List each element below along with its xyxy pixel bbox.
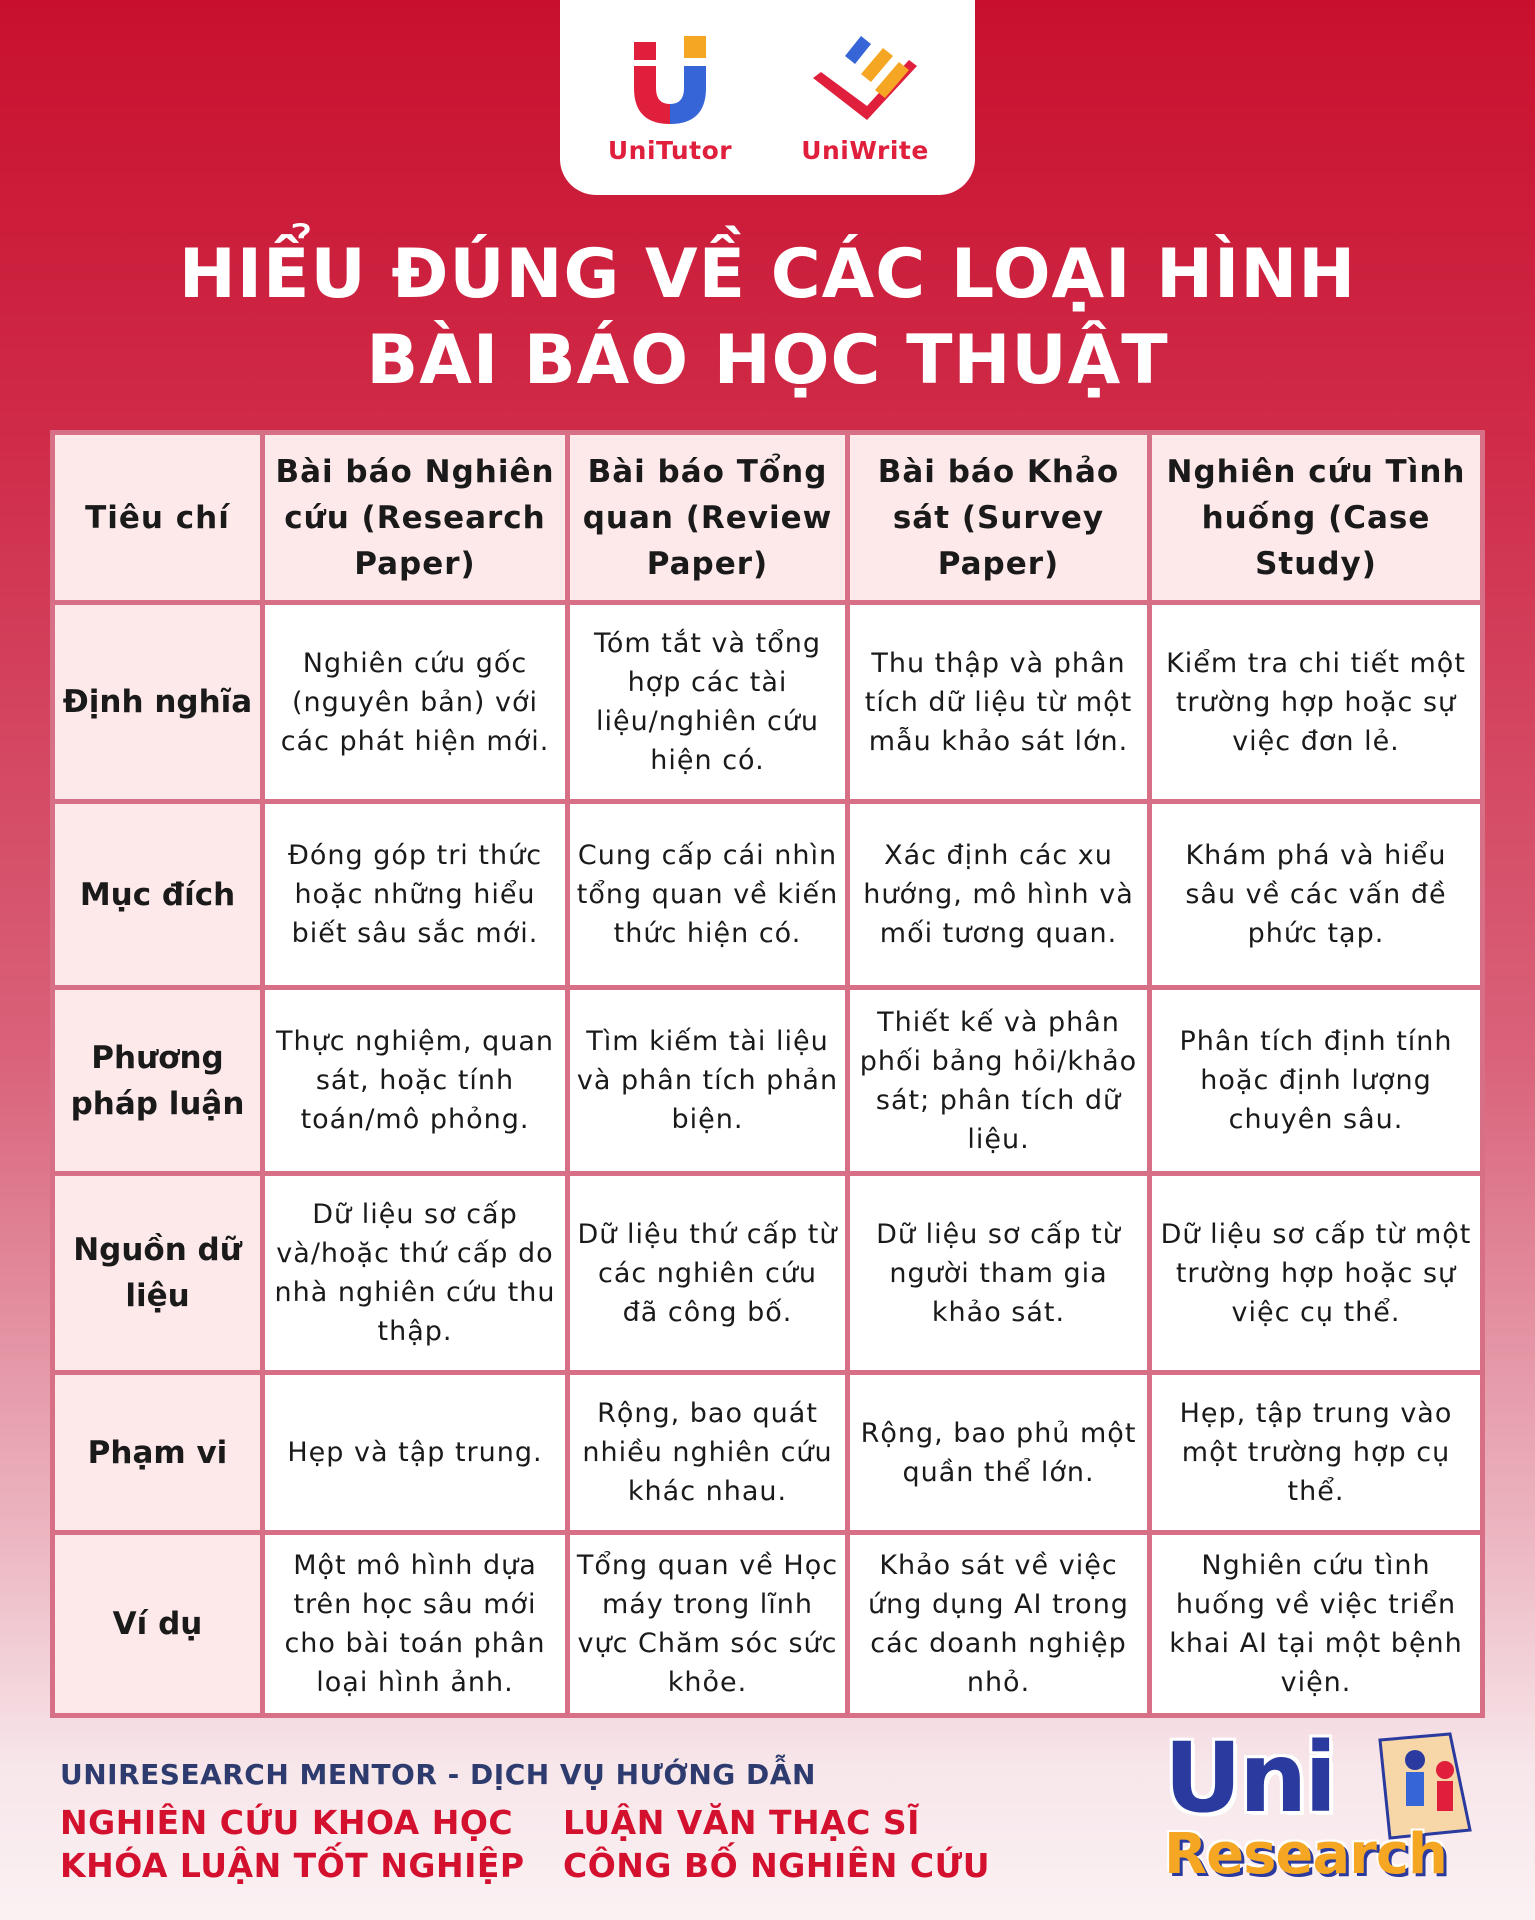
table-cell: Tìm kiếm tài liệu và phân tích phản biện. xyxy=(570,990,845,1171)
uniwrite-pen-icon xyxy=(805,28,925,128)
unitutor-name: UniTutor xyxy=(607,136,733,165)
table-cell: Thực nghiệm, quan sát, hoặc tính toán/mô phỏng. xyxy=(265,990,565,1171)
table-cell: Tổng quan về Học máy trong lĩnh vực Chăm sóc sức khỏe. xyxy=(570,1535,845,1713)
table-row-data-source xyxy=(55,1176,1480,1370)
service-graduation-thesis: KHÓA LUẬN TỐT NGHIỆP xyxy=(60,1846,525,1885)
header-research-paper: Bài báo Nghiên cứu (Research Paper) xyxy=(265,435,565,600)
service-master-thesis: LUẬN VĂN THẠC SĨ xyxy=(563,1803,920,1842)
comparison-table xyxy=(50,430,1485,1718)
brand-uni-text: Uni xyxy=(1164,1722,1335,1834)
table-cell: Phân tích định tính hoặc định lượng chuyên sâu. xyxy=(1152,990,1480,1171)
table-cell: Đóng góp tri thức hoặc những hiểu biết sâu sắc mới. xyxy=(265,804,565,985)
table-cell: Nghiên cứu gốc (nguyên bản) với các phát hiện mới. xyxy=(265,605,565,799)
row-label: Nguồn dữ liệu xyxy=(55,1176,260,1370)
row-label: Phạm vi xyxy=(55,1375,260,1530)
table-cell: Khảo sát về việc ứng dụng AI trong các doanh nghiệp nhỏ. xyxy=(850,1535,1147,1713)
table-cell: Thu thập và phân tích dữ liệu từ một mẫu khảo sát lớn. xyxy=(850,605,1147,799)
table-row-definition xyxy=(55,605,1480,799)
uniwrite-logo xyxy=(775,28,955,165)
row-label: Định nghĩa xyxy=(55,605,260,799)
table-row-example xyxy=(55,1535,1480,1713)
table-cell: Một mô hình dựa trên học sâu mới cho bài toán phân loại hình ảnh. xyxy=(265,1535,565,1713)
unitutor-logo xyxy=(580,28,760,165)
table-cell: Nghiên cứu tình huống về việc triển khai AI tại một bệnh viện. xyxy=(1152,1535,1480,1713)
table-cell: Dữ liệu sơ cấp và/hoặc thứ cấp do nhà nghiên cứu thu thập. xyxy=(265,1176,565,1370)
table-cell: Hẹp, tập trung vào một trường hợp cụ thể. xyxy=(1152,1375,1480,1530)
header-criteria: Tiêu chí xyxy=(55,435,260,600)
table-row-scope xyxy=(55,1375,1480,1530)
service-research-publication: CÔNG BỐ NGHIÊN CỨU xyxy=(563,1846,990,1885)
table-cell: Rộng, bao phủ một quần thể lớn. xyxy=(850,1375,1147,1530)
footer-heading: UNIRESEARCH MENTOR - DỊCH VỤ HƯỚNG DẪN xyxy=(60,1758,816,1791)
uniwrite-name: UniWrite xyxy=(801,136,929,165)
table-cell: Hẹp và tập trung. xyxy=(265,1375,565,1530)
row-label: Mục đích xyxy=(55,804,260,985)
row-label: Phương pháp luận xyxy=(55,990,260,1171)
brand-research-text: Research xyxy=(1164,1822,1447,1887)
title-line-1: HIỂU ĐÚNG VỀ CÁC LOẠI HÌNH xyxy=(178,235,1357,314)
unitutor-u-icon xyxy=(620,28,720,128)
row-label: Ví dụ xyxy=(55,1535,260,1713)
table-cell: Khám phá và hiểu sâu về các vấn đề phức tạp. xyxy=(1152,804,1480,985)
table-cell: Tóm tắt và tổng hợp các tài liệu/nghiên cứu hiện có. xyxy=(570,605,845,799)
header-case-study: Nghiên cứu Tình huống (Case Study) xyxy=(1152,435,1480,600)
uniresearch-logo xyxy=(1150,1722,1495,1895)
table-row-purpose xyxy=(55,804,1480,985)
table-cell: Dữ liệu sơ cấp từ một trường hợp hoặc sự việc cụ thể. xyxy=(1152,1176,1480,1370)
service-scientific-research: NGHIÊN CỨU KHOA HỌC xyxy=(60,1803,514,1842)
title-line-2: BÀI BÁO HỌC THUẬT xyxy=(366,321,1169,400)
table-cell: Xác định các xu hướng, mô hình và mối tương quan. xyxy=(850,804,1147,985)
table-header-row xyxy=(55,435,1480,600)
table-cell: Cung cấp cái nhìn tổng quan về kiến thức hiện có. xyxy=(570,804,845,985)
logo-card xyxy=(560,0,975,195)
page-title xyxy=(0,232,1535,404)
table-cell: Dữ liệu sơ cấp từ người tham gia khảo sát. xyxy=(850,1176,1147,1370)
header-review-paper: Bài báo Tổng quan (Review Paper) xyxy=(570,435,845,600)
table-cell: Dữ liệu thứ cấp từ các nghiên cứu đã công bố. xyxy=(570,1176,845,1370)
header-survey-paper: Bài báo Khảo sát (Survey Paper) xyxy=(850,435,1147,600)
table-cell: Rộng, bao quát nhiều nghiên cứu khác nhau. xyxy=(570,1375,845,1530)
table-row-methodology xyxy=(55,990,1480,1171)
table-cell: Kiểm tra chi tiết một trường hợp hoặc sự việc đơn lẻ. xyxy=(1152,605,1480,799)
table-cell: Thiết kế và phân phối bảng hỏi/khảo sát; phân tích dữ liệu. xyxy=(850,990,1147,1171)
